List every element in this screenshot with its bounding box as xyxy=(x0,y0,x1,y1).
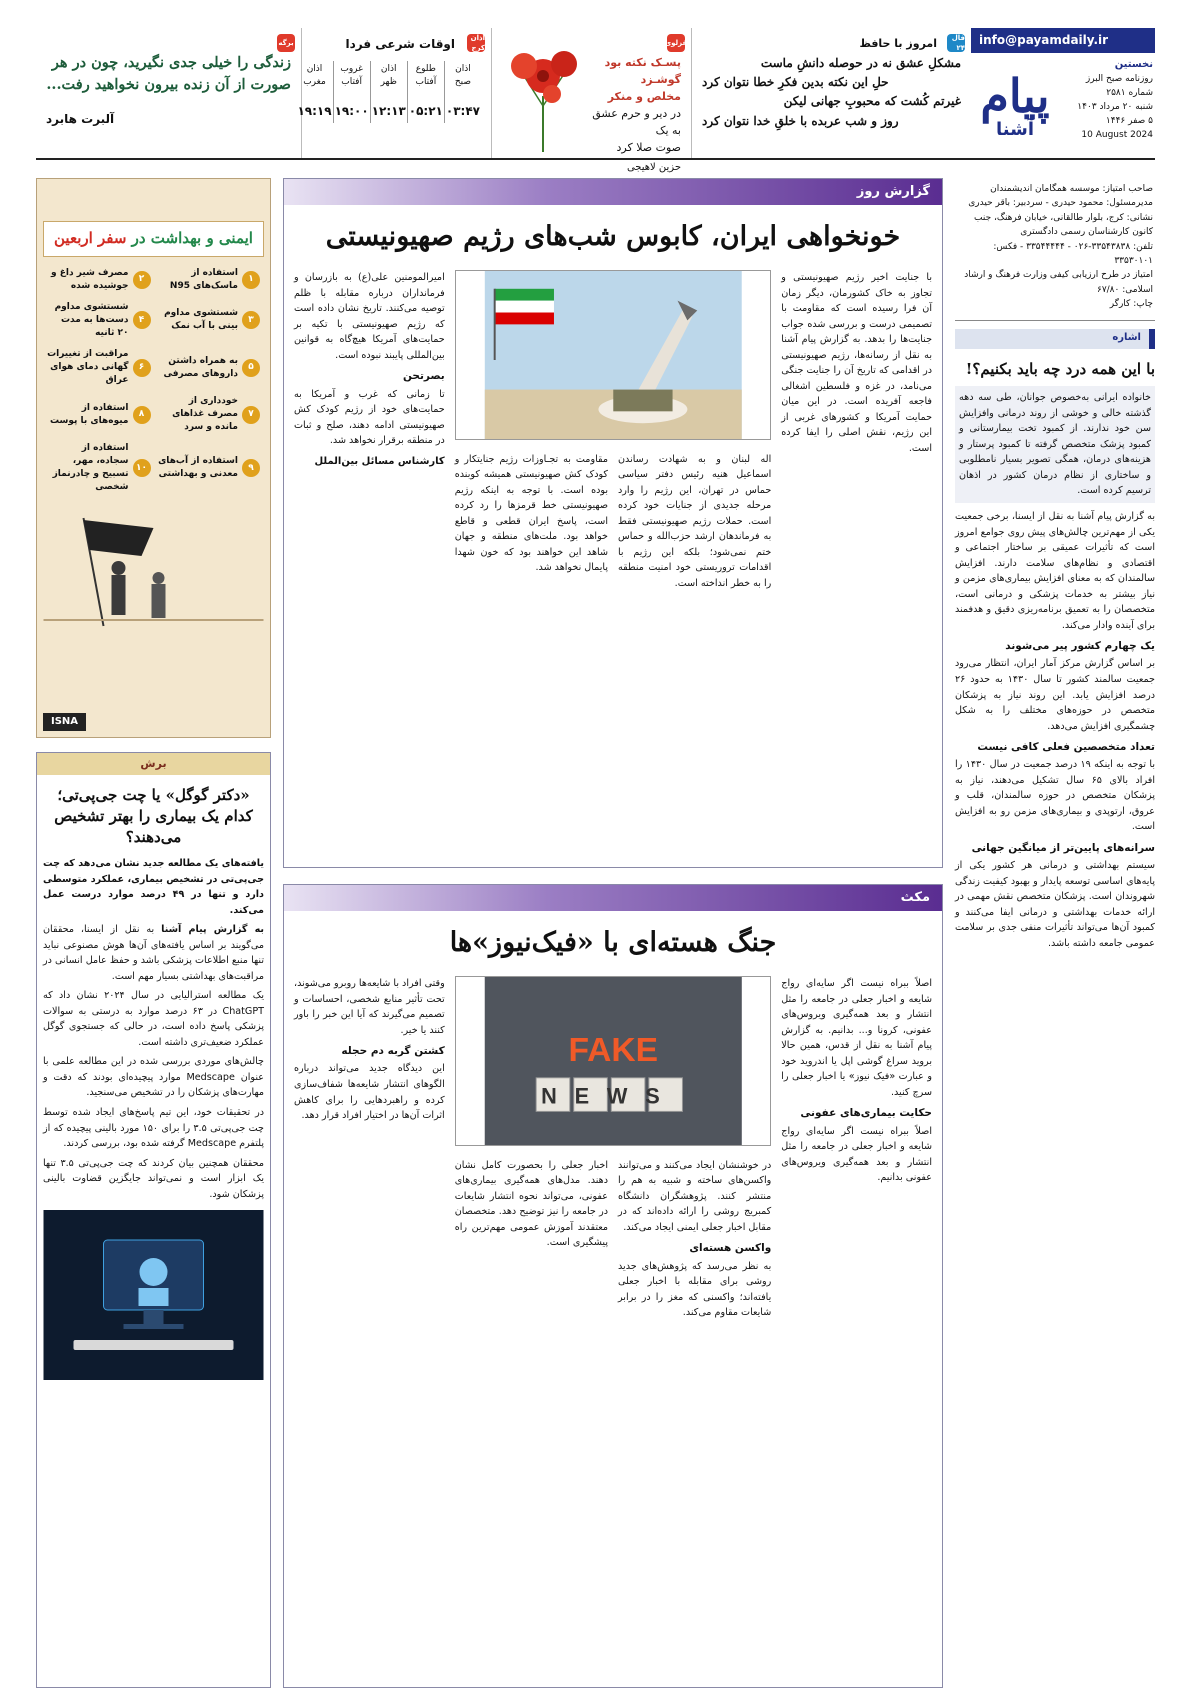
verse-line: غیرتم کُشت که محبوبِ جهانی لیکن xyxy=(783,94,961,109)
list-item xyxy=(47,442,151,494)
list-item xyxy=(157,442,261,494)
bresh-paragraph: یک مطالعه استرالیایی در سال ۲۰۲۴ نشان داد که ChatGPT در ۶۳ درصد موارد به درستی به سوالات پزشکی پاسخ داده است، در حالی که جستجوی گوگل عملکرد ضعیف‌تری داشته است. xyxy=(43,990,264,1048)
prayer-time: ۱۹:۱۹ xyxy=(297,104,332,119)
article-column xyxy=(455,976,772,1321)
arbaeen-infographic xyxy=(36,178,271,738)
left-column xyxy=(36,178,271,1688)
prayer-times-box xyxy=(297,28,491,158)
article-paragraph: وقتی افراد با شایعه‌ها روبرو می‌شوند، تحت تأثیر منابع شخصی، احساسات و تصمیم می‌گیرند که آیا این خبر را باور کنند یا خیر. xyxy=(294,978,445,1036)
hafez-box xyxy=(691,28,971,158)
item-text: مراقبت از تغییرات گهانی دمای هوای عراق xyxy=(47,348,129,386)
issue-info xyxy=(1059,57,1155,158)
prayer-title: اوقات شرعی فردا xyxy=(345,37,455,51)
poem-line: پسـک نکته بود گوشـزد xyxy=(604,56,681,87)
item-number: ۳ xyxy=(242,311,260,329)
staff-box xyxy=(955,178,1155,321)
edition-desc: روزنامه صبح البرز xyxy=(1085,73,1153,84)
pilgrims-illustration xyxy=(43,508,264,628)
bresh-paragraph-text: به نقل از ایسنا، محققان می‌گویند بر اساس یافته‌های آن‌ها هوش مصنوعی نباید تنها منبع اطلاعات پزشکی باشد و حفظ عامل انسانی در مراقبت‌های بهداشتی بسیار مهم است. xyxy=(43,924,264,982)
quote-icon: برگه xyxy=(277,34,295,52)
eshareh-lead: خانواده ایرانی به‌خصوص جوانان، طی سه دهه گذشته خالی و خوشی از روند درمانی وافزایش سن خود ندارند. از کمبود تخت بیمارستانی و کمبود پزشک متخصص گرفته تا کمبود پرستار و هزینه‌های درمان، همگی تصویر بسیار نامطلوبی و ساختاری از نظام درمان کشور در اذهان ترسیم کرده است. xyxy=(955,386,1155,503)
item-text: شستشوی مداوم بینی با آب نمک xyxy=(164,308,238,332)
prayer-label: اذان صبح xyxy=(444,61,481,91)
prayer-time: ۱۹:۰۰ xyxy=(333,91,370,122)
prayer-time: ۰۳:۴۷ xyxy=(444,91,481,122)
prayer-label: اذان ظهر xyxy=(370,61,407,91)
hafez-verse xyxy=(702,54,961,131)
article-pause xyxy=(283,884,943,1688)
item-number: ۹ xyxy=(242,459,260,477)
article-column xyxy=(781,976,932,1321)
email-link[interactable]: info@payamdaily.ir xyxy=(971,28,1155,53)
eshareh-headline[interactable]: با این همه درد چه باید بکنیم؟! xyxy=(965,359,1155,378)
poem-author: حزین لاهیجی xyxy=(626,162,681,174)
flower-image xyxy=(502,36,584,154)
infographic-title xyxy=(43,221,264,257)
article-subhead: کشتن گربه دم حجله xyxy=(341,1045,445,1058)
poem-line: در دیر و حرم عشق به یک xyxy=(592,107,681,138)
list-item xyxy=(47,348,151,387)
staff-line: نشانی: کرج، بلوار طالقانی، خیابان فرهنگ، جنب کانون کارشناسان رسمی دادگستری xyxy=(974,212,1153,238)
bresh-box xyxy=(36,752,271,1688)
quote-box xyxy=(36,28,301,158)
eshareh-paragraph: به گزارش پیام آشنا به نقل از ایسنا، برخی جمعیت یکی از مهم‌ترین چالش‌های پیش روی جوامع امروز است که تأثیرات عمیقی بر ساختار اجتماعی و اقتصادی و نظام‌های سلامت دارند. افزایش سالمندان که به معنای افزایش بیماری‌های مزمن و نیاز بیشتر به خدمات پزشکی و درمانی است، متخصصان را به تعمیق برنامه‌ریزی دقیق و هدفمند برای آینده وادار می‌کند. xyxy=(955,510,1155,631)
infographic-title-b: سفر اربعین xyxy=(54,229,127,247)
article-report xyxy=(283,178,943,868)
article-paragraph: امیرالمومنین علی(ع) به بازرسان و فرمانداران درباره مقابله با ظلم توصیه می‌کنند. تاریخ نشان داده است که رژیم صهیونیستی با تکیه بر حمایت‌های آمریکا هیچ‌گاه به قوانین بین‌المللی پایبند نبوده است. xyxy=(294,272,445,361)
missile-photo xyxy=(455,270,772,440)
article-title[interactable]: خونخواهی ایران، کابوس شب‌های رژیم صهیونیستی xyxy=(325,221,901,252)
edition-label: نخستین xyxy=(1114,59,1153,71)
article-paragraph: تا زمانی که غرب و آمریکا به حمایت‌های خود از رژیم کودک کش صهیونیستی ادامه دهند، صلح و ثبات در منطقه برقرار نخواهد شد. xyxy=(294,388,445,447)
section-bar-report: گزارش روز xyxy=(284,179,942,205)
article-paragraph: این دیدگاه جدید می‌تواند درباره الگوهای انتشار شایعه‌ها شفاف‌سازی کرده و راهبردهایی را برای کاهش اثرات آن‌ها در اختیار افراد قرار دهد. xyxy=(294,1063,445,1122)
item-number: ۴ xyxy=(133,311,151,329)
list-item xyxy=(157,395,261,434)
item-number: ۱ xyxy=(242,271,260,289)
azan-icon: اذان کرج xyxy=(467,34,485,52)
bresh-paragraph: چالش‌های موردی بررسی شده در این مطالعه علمی با عنوان Medscape موارد پیچیده‌ای بودند که دقت و مهارت‌های پزشکان را در تشخیص می‌سنجید. xyxy=(43,1056,264,1099)
bresh-paragraph: در تحقیقات خود، این تیم پاسخ‌های ایجاد شده توسط چت جی‌پی‌تی ۳.۵ را برای ۱۵۰ مورد بالینی پیچیده که از پلتفرم Medscape گرفته شده بود، بررسی کردند. xyxy=(43,1106,264,1150)
article-subhead: حکایت بیماری‌های عفونی xyxy=(800,1107,932,1120)
bresh-lead-label: به گزارش پیام آشنا xyxy=(161,924,264,936)
prayer-label: غروب آفتاب xyxy=(333,61,370,91)
eshareh-subhead: سرانه‌های پایین‌تر از میانگین جهانی xyxy=(971,841,1155,854)
ai-doctor-image xyxy=(43,1210,264,1380)
newspaper-logo[interactable] xyxy=(971,57,1059,158)
list-item xyxy=(47,301,151,340)
article-paragraph: اله لبنان و به شهادت رساندن اسماعیل هنیه رئیس دفتر سیاسی حماس در تهران، این رژیم را وارد مرحله جدیدی از جنایات خود کرده است. حملات رژیم صهیونیستی فقط به فرماندهان ارشد حزب‌الله و حماس ختم نمی‌شود؛ بلکه این رژیم با اقدامات تروریستی خود امنیت منطقه را به خطر انداخته است. xyxy=(618,453,772,589)
main-content xyxy=(36,178,1155,1688)
staff-line: تلفن: ۳۳۵۴۳۸۳۸-۰۲۶ - ۳۳۵۴۴۴۴۴ - فکس: ۳۳۵۳۰۱۰۱ xyxy=(993,241,1153,266)
article-paragraph: اصلاً ببراه نیست اگر سایه‌ای رواج شایعه و اخبار جعلی در جامعه را مثل انتشار و بعد همه‌گیری ویروس‌های عفونی بدانیم. xyxy=(781,1125,932,1184)
article-paragraph: اصلاً ببراه نیست اگر سایه‌ای رواج شایعه و اخبار جعلی در جامعه را مثل انتشار و بعد همه‌گیری ویروس‌های عفونی، کرونا و... بدانیم. به گزارش پیام آشنا به نقل از قدس، همین حالا بروید سراغ گوشی اپل یا اندروید خود و عبارت «فیک نیوز» یا اخبار جعلی را سرچ کنید. xyxy=(781,978,932,1098)
date-hijri: ۵ صفر ۱۴۴۶ xyxy=(1105,115,1153,126)
article-column xyxy=(294,270,445,591)
list-item xyxy=(157,301,261,340)
article-paragraph: اخبار جعلی را بحصورت کامل نشان دهند. مدل‌های همه‌گیری بیماری‌های عفونی، می‌تواند نحوه انتشار شایعات در جامعه را نیز توضیح دهد. متخصصان معتقدند آموزش عمومی مهم‌ترین راه پیشگیری است. xyxy=(454,1159,608,1249)
section-bar-bresh: برش xyxy=(37,753,270,775)
poem-box xyxy=(491,28,691,174)
item-text: استفاده از میوه‌های با پوست xyxy=(50,402,129,426)
logo-subtext: آشنا xyxy=(996,118,1034,140)
issue-number: شماره ۲۵۸۱ xyxy=(1106,87,1153,98)
verse-line: مشکلِ عشق نه در حوصله دانشِ ماست xyxy=(760,55,961,70)
news-label: NEWS xyxy=(540,1083,678,1109)
bresh-lead: یافته‌های یک مطالعه جدید نشان می‌دهد که چت جی‌پی‌تی در تشخیص بیماری، عملکرد متوسطی دارد و تنها در ۴۹ درصد موارد درست عمل می‌کند. xyxy=(43,858,264,916)
item-number: ۶ xyxy=(133,359,151,377)
item-number: ۱۰ xyxy=(133,459,151,477)
list-item xyxy=(47,267,151,293)
poem-line: مخلص و منکر xyxy=(607,90,681,104)
hafez-title: امروز با حافظ xyxy=(859,37,937,50)
fal-icon: فال ۲۴ xyxy=(947,34,965,52)
prayer-label: اذان مغرب xyxy=(303,64,326,88)
item-text: شستشوی مداوم دست‌ها به مدت ۲۰ ثانیه xyxy=(54,301,129,338)
quote-author: آلبرت هابرد xyxy=(46,111,115,126)
verse-line: حلِ این نکته بدین فکرِ خطا نتوان کرد xyxy=(702,75,889,90)
item-text: خودداری از مصرف غذاهای مانده و سرد xyxy=(172,396,238,433)
article-paragraph: با جنایت اخیر رژیم صهیونیستی و تجاوز به خاک کشورمان، دیگر زمان آن فرا رسیده است که مقاومت با تصمیمی درست و بررسی شده جواب جنایت‌ها را بدهد. به گزارش پیام آشنا به نقل از رسانه‌ها، رژیم صهیونیستی در اقدامی که تاریخ آن را جنایت جنگی می‌نامد، در غزه و فلسطین اشغالی فاجعه آفریده است. در این میان حمایت آمریکا و کشورهای غربی از این رژیم، نقش اصلی را ایفا کرده است. xyxy=(781,272,932,454)
article-title[interactable]: جنگ هسته‌ای با «فیک‌نیوز»ها xyxy=(449,927,777,958)
staff-line: امتیاز در طرح ارزیابی کیفی وزارت فرهنگ و ارشاد اسلامی: ۶۷/۸۰ xyxy=(964,270,1153,295)
ghazal-icon: غزلوی xyxy=(667,34,685,52)
item-text: به همراه داشتن داروهای مصرفی xyxy=(163,355,238,379)
isna-logo: ISNA xyxy=(43,713,86,732)
fake-label: FAKE xyxy=(568,1032,658,1070)
eshareh-paragraph: بر اساس گزارش مرکز آمار ایران، انتظار می‌رود جمعیت سالمند کشور تا سال ۱۴۳۰ به حدود ۲۶ درصد افزایش یابد. این روند نیاز به پزشکان متخصص در حوزه‌های مختلف را به شکل چشمگیری افزایش می‌دهد. xyxy=(955,658,1155,732)
article-author: کارشناس مسائل بین‌الملل xyxy=(314,455,445,467)
right-column xyxy=(955,178,1155,1688)
item-number: ۵ xyxy=(242,359,260,377)
article-paragraph: مقاومت به تجـاوزات رژیم جنایتکار و کودک کش صهیونیستی همیشه کوبنده بوده است. با توجه به اینکه رژیم صهیونیستی خط قرمزها را رد کرده است، پاسخ ایران قطعی و قاطع خواهد بود. ملت‌های منطقه و جهان شاهد این خواهند بود که خون شهدا پایمال نخواهد شد. xyxy=(454,453,608,574)
article-column xyxy=(294,976,445,1321)
article-column xyxy=(455,270,772,591)
center-column xyxy=(283,178,943,1688)
staff-line: مدیرمسئول: محمود حیدری - سردبیر: باقر حیدری xyxy=(968,198,1153,209)
article-paragraph: در خوشنشان ایجاد می‌کنند و می‌توانند واکسن‌های ساخته و شبیه به هم را منتشر کنند. پژوهشگران دانشگاه کمبریج روشی را ارائه داده‌اند که در مقابل اخبار جعلی ایمنی ایجاد می‌کند. xyxy=(618,1159,772,1233)
masthead xyxy=(971,28,1155,158)
item-number: ۲ xyxy=(133,271,151,289)
list-item xyxy=(157,348,261,387)
section-bar-pause: مکث xyxy=(284,885,942,911)
bresh-title[interactable]: «دکتر گوگل» یا چت جی‌پی‌تی؛ کدام یک بیماری را بهتر تشخیص می‌دهند؟ xyxy=(54,786,253,846)
article-subhead: بصرتحن xyxy=(402,370,445,383)
eshareh-subhead: یک چهارم کشور پیر می‌شوند xyxy=(1005,640,1155,653)
quote-text: زندگی را خیلی جدی نگیرید، چون در هر صورت از آن زنده بیرون نخواهید رفت... xyxy=(46,54,291,94)
article-paragraph: به نظر می‌رسد که پژوهش‌های جدید روشی برای مقابله با اخبار جعلی یافته‌اند؛ واکسنی که مغز را در برابر شایعات مقاوم می‌کند. xyxy=(618,1260,772,1319)
item-number: ۸ xyxy=(133,406,151,424)
list-item xyxy=(157,267,261,293)
section-bar-eshareh: اشاره xyxy=(955,329,1155,349)
eshareh-paragraph: سیستم بهداشتی و درمانی هر کشور یکی از پایه‌های اساسی توسعه پایدار و بهبود کیفیت زندگی شهروندان است. پزشکان متخصص نقش مهمی در ارائه خدمات بهداشتی و درمانی ایفا می‌کنند و کمبود آن‌ها می‌تواند تأثیرات منفی جدی بر سلامت عمومی جامعه داشته باشد. xyxy=(955,860,1155,949)
staff-line: صاحب امتیاز: موسسه همگامان اندیشمندان xyxy=(990,184,1153,194)
prayer-time: ۱۲:۱۳ xyxy=(370,91,407,122)
bresh-paragraph xyxy=(43,922,264,984)
date-en: 10 August 2024 xyxy=(1081,129,1153,140)
item-number: ۷ xyxy=(242,406,260,424)
infographic-title-a: ایمنی و بهداشت در xyxy=(126,229,253,247)
item-text: استفاده از سجاده، مهر، تسبیح و چادرنماز شخصی xyxy=(52,443,129,493)
item-text: استفاده از ماسک‌های N95 xyxy=(169,267,238,291)
fake-news-photo xyxy=(455,976,772,1146)
page-header xyxy=(36,28,1155,174)
prayer-table xyxy=(296,61,481,122)
eshareh-subhead: تعداد متخصصین فعلی کافی نیست xyxy=(977,741,1155,754)
item-text: مصرف شیر داغ و جوشیده شده xyxy=(51,267,129,291)
prayer-time: ۰۵:۲۱ xyxy=(407,91,444,122)
article-subhead: واکسن هسته‌ای xyxy=(689,1242,772,1255)
logo-text: پیام xyxy=(980,68,1050,123)
poem-line: صوت صلا کرد xyxy=(616,141,681,155)
item-text: استفاده از آب‌های معدنی و بهداشتی xyxy=(158,456,238,480)
eshareh-paragraph: با توجه به اینکه ۱۹ درصد جمعیت در سال ۱۴۳۰ را افراد بالای ۶۵ سال تشکیل می‌دهند، نیاز به پزشکان متخصص در حوزه سالمندان، قلب و عروق، ارتوپدی و بیماری‌های مزمن رو به افزایش است. xyxy=(955,759,1156,833)
article-column xyxy=(781,270,932,591)
list-item xyxy=(47,395,151,434)
staff-line: چاپ: کارگر xyxy=(1109,299,1153,310)
verse-line: روز و شب عربده با خلقِ خدا نتوان کرد xyxy=(702,113,899,128)
infographic-list xyxy=(43,267,264,495)
bresh-paragraph: محققان همچنین بیان کردند که چت جی‌پی‌تی ۳.۵ تنها یک ابزار است و نمی‌تواند جایگزین قضاوت بالینی پزشکان شود. xyxy=(43,1157,264,1200)
date-fa: شنبه ۲۰ مرداد ۱۴۰۳ xyxy=(1077,101,1153,112)
prayer-label: طلوع آفتاب xyxy=(407,61,444,91)
